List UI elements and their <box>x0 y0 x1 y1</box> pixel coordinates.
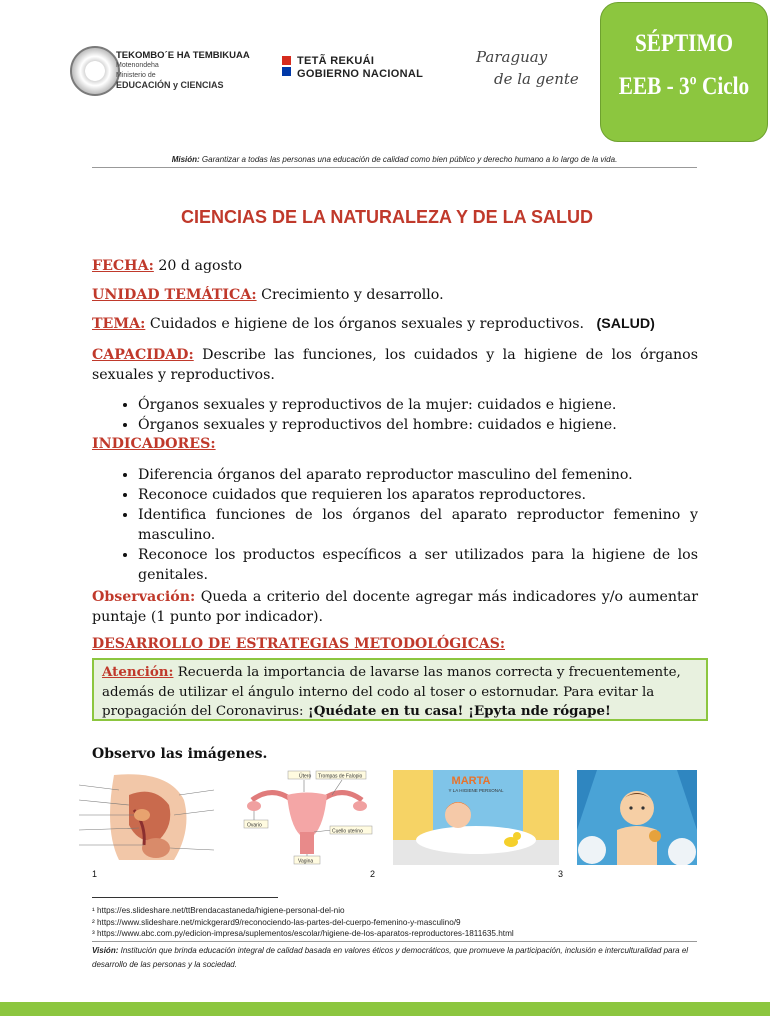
list-item: • Reconoce los productos específicos a ser utilizados para la higiene de los genitales. <box>138 545 698 585</box>
unidad-value: Crecimiento y desarrollo. <box>261 287 444 303</box>
government-flag-icon <box>282 56 291 65</box>
observacion-row <box>92 587 698 627</box>
vision-statement <box>92 944 698 972</box>
capacidad-row <box>92 345 698 385</box>
ministry-subtitle: Ministerio de <box>116 72 156 79</box>
images-heading: Observo las imágenes. <box>92 746 268 762</box>
list-item: • Diferencia órganos del aparato reproductor masculino del femenino. <box>138 465 698 485</box>
image-number: 1 <box>92 869 98 879</box>
indicadores-label: INDICADORES: <box>92 436 216 452</box>
footer-bar <box>0 1002 770 1016</box>
brand-logo-line1: Paraguay <box>476 48 548 66</box>
attention-emphasis: ¡Quédate en tu casa! ¡Epyta nde rógape! <box>307 703 611 719</box>
list-item: • Órganos sexuales y reproductivos de la mujer: cuidados e higiene. <box>138 395 698 415</box>
unidad-row <box>92 285 698 305</box>
label-trompas: Trompas de Falopio <box>318 773 363 780</box>
ministry-name: EDUCACIÓN y CIENCIAS <box>116 80 224 90</box>
attention-box <box>92 658 708 721</box>
capacidad-list <box>92 395 698 435</box>
footnote-link[interactable]: ² https://www.slideshare.net/mickgerard9/reconociendo-las-partes-del-cuerpo-femenino-y-masculino/9 <box>92 918 461 927</box>
mission-statement <box>92 155 697 164</box>
footnote-divider <box>92 897 278 898</box>
indicadores-list <box>92 465 698 585</box>
observacion-label: Observación: <box>92 589 196 605</box>
strategies-heading: DESARROLLO DE ESTRATEGIAS METODOLÓGICAS: <box>92 636 506 652</box>
shower-image <box>577 770 697 865</box>
tema-tag: (SALUD) <box>596 316 655 332</box>
fecha-value: 20 d agosto <box>158 258 243 274</box>
book-cover-illustration <box>393 770 559 865</box>
image-number: 3 <box>558 869 564 879</box>
page-title: CIENCIAS DE LA NATURALEZA Y DE LA SALUD <box>180 207 593 227</box>
female-anatomy-image <box>232 770 382 865</box>
header-divider <box>92 167 697 168</box>
label-ovario: Ovario <box>247 822 262 829</box>
list-item: • Reconoce cuidados que requieren los aparatos reproductores. <box>138 485 698 505</box>
male-anatomy-image <box>74 770 220 865</box>
footnote-link[interactable]: ³ https://www.abc.com.py/edicion-impresa/suplementos/escolar/higiene-de-los-aparatos-reproductores-1811635.html <box>92 929 514 938</box>
list-item: • Identifica funciones de los órganos del aparato reproductor femenino y masculino. <box>138 505 698 545</box>
child-shower-illustration <box>577 770 697 865</box>
government-name-guarani: TETÃ REKUÁI <box>297 55 375 67</box>
footnote-link[interactable]: ¹ https://es.slideshare.net/ttBrendacastaneda/higiene-personal-del-nio <box>92 906 345 915</box>
female-anatomy-illustration <box>232 770 382 865</box>
government-flag-icon-blue <box>282 67 291 76</box>
republic-seal-logo <box>70 46 120 96</box>
ministry-name-guarani: TEKOMBO´E HA TEMBIKUAA <box>116 50 250 61</box>
book-subtitle: Y LA HIGIENE PERSONAL <box>448 788 504 793</box>
capacidad-label: CAPACIDAD: <box>92 347 194 363</box>
label-vagina: Vagina <box>298 858 314 865</box>
mission-label: Misión: <box>171 155 200 164</box>
image-number: 2 <box>370 869 376 879</box>
grade-badge <box>600 2 768 142</box>
male-anatomy-illustration <box>74 770 220 865</box>
label-cuello: Cuello uterino <box>332 828 363 835</box>
government-name: GOBIERNO NACIONAL <box>297 68 424 80</box>
indicadores-heading <box>92 434 698 454</box>
footer-divider <box>92 941 697 942</box>
vision-label: Visión: <box>92 946 119 955</box>
tema-value: Cuidados e higiene de los órganos sexuales y reproductivos. <box>149 316 585 332</box>
grade-level: SÉPTIMO <box>634 30 733 57</box>
ministry-subtitle-guarani: Motenondeha <box>116 62 159 69</box>
tema-label: TEMA: <box>92 316 146 332</box>
unidad-label: UNIDAD TEMÁTICA: <box>92 287 257 303</box>
observacion-text: Queda a criterio del docente agregar más indicadores y/o aumentar puntaje (1 punto por indicador). <box>92 589 698 625</box>
brand-logo-line2: de la gente <box>494 70 579 88</box>
attention-text: Recuerda la importancia de lavarse las manos correcta y frecuentemente, además de utilizar el ángulo interno del codo al toser o estornudar. Para evitar la propagación del Coronavirus: <box>102 665 681 719</box>
vision-text: Institución que brinda educación integral de calidad basada en valores éticos y democráticos, que promueve la participación, inclusión e interculturalidad para el desarrollo de las personas y la sociedad. <box>92 946 689 969</box>
label-utero: Útero <box>299 773 312 780</box>
mission-text: Garantizar a todas las personas una educación de calidad como bien público y derecho humano a lo largo de la vida. <box>201 155 618 164</box>
fecha-row <box>92 256 698 276</box>
list-item: • Órganos sexuales y reproductivos del hombre: cuidados e higiene. <box>138 415 698 435</box>
grade-cycle: EEB - 3º Ciclo <box>618 73 750 100</box>
hygiene-book-image <box>393 770 559 865</box>
tema-row <box>92 314 698 334</box>
capacidad-value: Describe las funciones, los cuidados y la higiene de los órganos sexuales y reproductivos. <box>92 347 698 383</box>
fecha-label: FECHA: <box>92 258 154 274</box>
book-title: MARTA <box>451 775 491 787</box>
attention-label: Atención: <box>102 664 174 680</box>
